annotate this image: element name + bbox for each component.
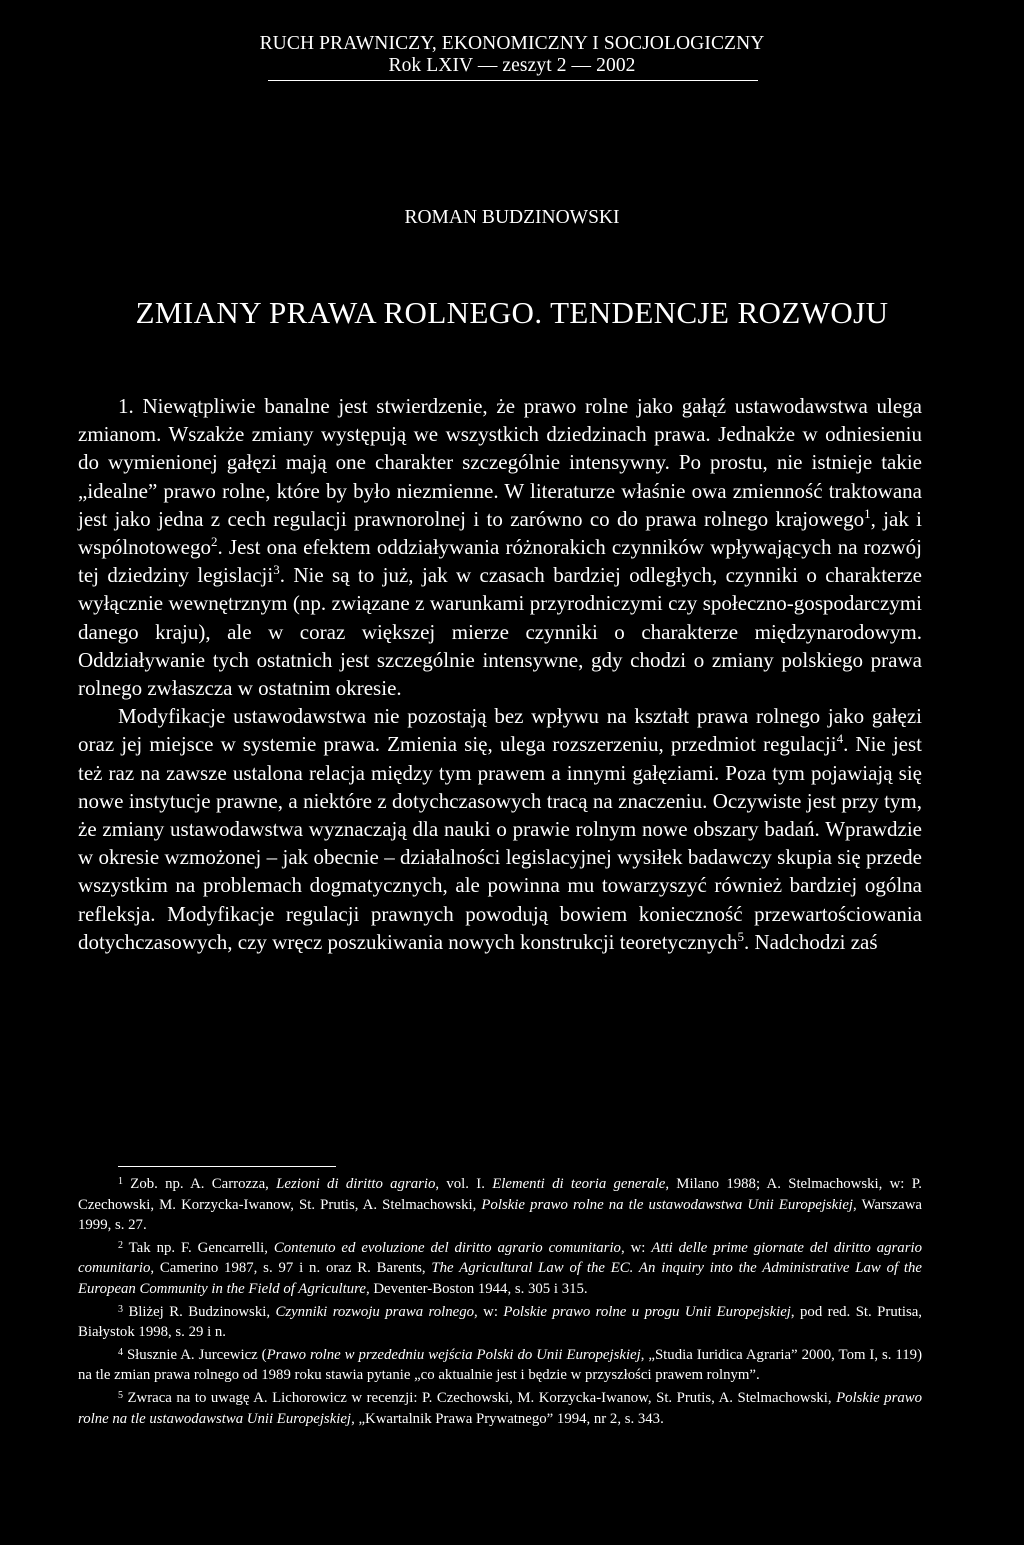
footnote-text: Tak np. F. Gencarrelli,: [123, 1239, 274, 1256]
footnote-title: Atti delle prime giornate del diritto agrario comunitario: [78, 1239, 922, 1277]
article-body: [78, 392, 922, 956]
paragraph-text: . Jest ona efektem oddziaływania różnorakich czynników wpływających na rozwój tej dziedziny legislacji: [78, 535, 922, 588]
paragraph-2: [78, 702, 922, 956]
footnote-title: Prawo rolne w przededniu wejścia Polski do Unii Europejskiej: [266, 1346, 641, 1363]
footnote-number: 2: [118, 1239, 123, 1251]
footnote-number: 3: [118, 1303, 123, 1315]
journal-header: [0, 33, 1024, 77]
footnote-text: , „Kwartalnik Prawa Prywatnego” 1994, nr 2, s. 343.: [351, 1410, 664, 1427]
footnote-1: [78, 1172, 922, 1236]
footnote-title: Polskie prawo rolne na tle ustawodawstwa Unii Europejskiej: [481, 1196, 854, 1213]
footnote-title: Polskie prawo rolne u progu Unii Europejskiej: [503, 1303, 791, 1320]
footnote-title: The Agricultural Law of the EC. An inquiry into the Administrative Law of the European Community in the Field of Agriculture: [78, 1260, 922, 1297]
author-name: ROMAN BUDZINOWSKI: [404, 207, 620, 228]
footnote-text: , Milano 1988; A. Stelmachowski, w: P. Czechowski, M. Korzycka-Iwanow, St. Prutis, A. Stelmachowski,: [78, 1176, 922, 1213]
paragraph-text: , jak i wspólnotowego: [78, 506, 922, 560]
header-rule: [268, 80, 758, 81]
footnotes: [78, 1172, 922, 1429]
footnote-ref-4[interactable]: 4: [836, 731, 844, 747]
footnote-text: , w:: [620, 1239, 652, 1256]
footnote-number: 5: [118, 1389, 123, 1401]
footnote-text: , pod red. St. Prutisa, Białystok 1998, s. 29 i n.: [78, 1303, 922, 1341]
paragraph-text: . Nadchodzi zaś: [744, 929, 878, 954]
footnote-text: , w:: [474, 1303, 504, 1320]
footnote-5: [78, 1386, 922, 1429]
footnote-text: , Warszawa 1999, s. 27.: [78, 1196, 922, 1234]
footnote-text: Zwraca na to uwagę A. Lichorowicz w recenzji: P. Czechowski, M. Korzycka-Iwanow, St. Prutis, A. Stelmachowski,: [123, 1389, 837, 1406]
footnote-text: , vol. I.: [435, 1176, 493, 1192]
paragraph-1: [78, 392, 922, 702]
footnote-title: Contenuto ed evoluzione del diritto agrario comunitario: [273, 1239, 621, 1256]
footnote-ref-1[interactable]: 1: [864, 505, 871, 521]
footnote-text: Słusznie A. Jurcewicz (: [123, 1346, 267, 1363]
footnote-title: Lezioni di diritto agrario: [276, 1176, 436, 1192]
footnote-number: 1: [118, 1176, 123, 1187]
footnote-text: , Camerino 1987, s. 97 i n. oraz R. Barents,: [150, 1260, 432, 1277]
footnote-2: [78, 1236, 922, 1300]
footnote-title: Polskie prawo rolne na tle ustawodawstwa Unii Europejskiej: [78, 1389, 922, 1427]
article-title: ZMIANY PRAWA ROLNEGO. TENDENCJE ROZWOJU: [135, 295, 889, 330]
footnote-ref-3[interactable]: 3: [273, 562, 280, 578]
footnote-text: , Deventer-Boston 1944, s. 305 i 315.: [365, 1280, 588, 1297]
journal-name: RUCH PRAWNICZY, EKONOMICZNY I SOCJOLOGICZNY: [259, 33, 765, 54]
footnote-number: 4: [118, 1346, 123, 1358]
paragraph-text: . Nie są to już, jak w czasach bardziej odległych, czynniki o charakterze wyłącznie wewnętrznym (np. związane z warunkami przyrodniczymi czy społeczno-gospodarczymi danego kraju), ale w coraz większej mierze czynniki o charakterze międzynarodowym. Oddziaływanie tych ostatnich jest szczególnie intensywne, gdy chodzi o zmiany polskiego prawa rolnego zwłaszcza w ostatnim okresie.: [78, 563, 922, 701]
footnote-rule: [118, 1166, 336, 1167]
footnote-3: [78, 1300, 922, 1343]
footnote-text: Zob. np. A. Carrozza,: [123, 1176, 277, 1192]
footnote-ref-5[interactable]: 5: [737, 928, 745, 944]
footnote-ref-2[interactable]: 2: [211, 534, 218, 550]
footnote-text: Bliżej R. Budzinowski,: [123, 1303, 276, 1320]
paragraph-text: 1. Niewątpliwie banalne jest stwierdzenie, że prawo rolne jako gałąź ustawodawstwa ulega zmianom. Wszakże zmiany występują we wszystkich dziedzinach prawa. Jednakże w odniesieniu do wymienionej gałęzi mają one charakter szczególnie intensywny. Po prostu, nie istnieje takie „idealne” prawo rolne, które by było niezmienne. W literaturze właśnie owa zmienność traktowana jest jako jedna z cech regulacji prawnorolnej i to zarówno co do prawa rolnego krajowego: [78, 394, 922, 531]
footnote-title: Elementi di teoria generale: [492, 1176, 666, 1192]
paragraph-text: . Nie jest też raz na zawsze ustalona relacja między tym prawem a innymi gałęziami. Poza tym pojawiają się nowe instytucje prawne, a niektóre z dotychczasowych tracą na znaczeniu. Oczywiste jest przy tym, że zmiany ustawodawstwa wyznaczają dla nauki o prawie rolnym nowe obszary badań. Wprawdzie w okresie wzmożonej – jak obecnie – działalności legislacyjnej wysiłek badawczy skupia się przede wszystkim na problemach dogmatycznych, ale powinna mu towarzyszyć również bardziej ogólna refleksja. Modyfikacje regulacji prawnych powodują bowiem konieczność przewartościowania dotychczasowych, czy wręcz poszukiwania nowych konstrukcji teoretycznych: [78, 732, 922, 954]
footnote-title: Czynniki rozwoju prawa rolnego: [275, 1303, 475, 1320]
footnote-4: [78, 1343, 922, 1386]
paragraph-text: Modyfikacje ustawodawstwa nie pozostają bez wpływu na kształt prawa rolnego jako gałęzi oraz jej miejsce w systemie prawa. Zmienia się, ulega rozszerzeniu, przedmiot regulacji: [78, 704, 922, 757]
journal-issue: Rok LXIV — zeszyt 2 — 2002: [388, 55, 636, 76]
footnote-text: , „Studia Iuridica Agraria” 2000, Tom I, s. 119) na tle zmian prawa rolnego od 1989 roku stawia pytanie „co aktualnie jest i będzie w przyszłości prawem rolnym”.: [78, 1346, 922, 1384]
